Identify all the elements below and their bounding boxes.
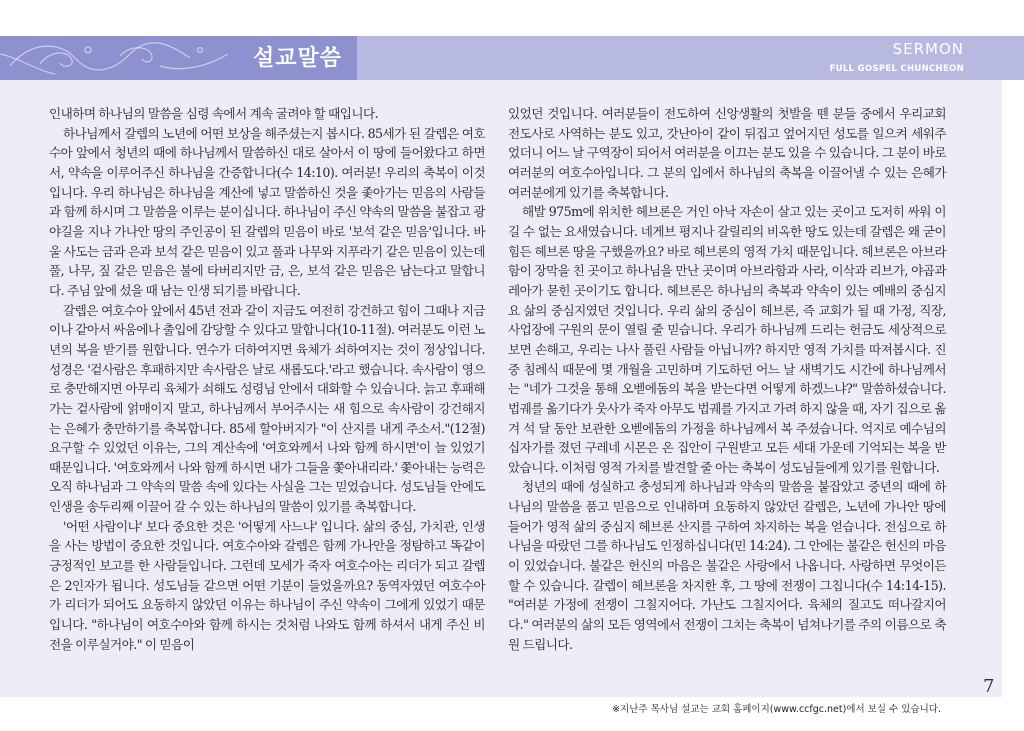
page-title: 설교말씀 bbox=[253, 46, 343, 71]
text-column-right bbox=[508, 104, 946, 654]
paragraph: 갈렙은 여호수아 앞에서 45년 전과 같이 지금도 여전히 강건하고 힘이 그때나 지금이나 같아서 싸움에나 출입에 감당할 수 있다고 말합니다(10-11절). 여러분도 이런 노년의 복을 받기를 원합니다. 연수가 더하여지면 육체가 쇠하여지는 것이 정상입니다. 성경은 '겉사람은 후패하지만 속사람은 날로 새롭도다.'라고 했습니다. 속사람이 영으로 충만해지면 아무리 육체가 쇠해도 성령님 안에서 대화할 수 있습니다. 늙고 후패해 가는 겉사람에 얽매이지 말고, 하나님께서 부어주시는 새 힘으로 속사람이 강건해지는 은혜가 충만하기를 축복합니다. 85세 할아버지가 "이 산지를 내게 주소서."(12절) 요구할 수 있었던 이유는, 그의 계산속에 '여호와께서 나와 함께 하시면'이 늘 있었기 때문입니다. '여호와께서 나와 함께 하시면 내가 그들을 쫓아내리라.' 쫓아내는 능력은 오직 하나님과 그 약속의 말씀 속에 있다는 사실을 그는 믿었습니다. 성도님들 안에도 인생을 송두리째 이끌어 갈 수 있는 하나님의 말씀이 있기를 축복합니다. bbox=[49, 302, 485, 515]
text-column-left bbox=[49, 104, 485, 654]
paragraph: 청년의 때에 성실하고 충성되게 하나님과 약속의 말씀을 붙잡았고 중년의 때에 하나님의 말씀을 품고 믿음으로 인내하며 요동하지 않았던 갈렙은, 노년에 가나안 땅에 들어가 영적 삶의 중심지 헤브론 산지를 구하여 차지하는 복을 얻습니다. 전심으로 하나님을 따랐던 그를 하나님도 인정하십니다(민 14:24). 그 안에는 불같은 헌신의 마음이 있었습니다. 불같은 헌신의 마음은 불같은 사랑에서 나옵니다. 사랑하면 무엇이든 할 수 있습니다. 갈렙이 헤브론을 차지한 후, 그 땅에 전쟁이 그칩니다(수 14:14-15). "여러분 가정에 전쟁이 그칠지어다. 가난도 그칠지어다. 육체의 질고도 떠나갈지어다." 여러분의 삶의 모든 영역에서 전쟁이 그치는 축복이 넘쳐나기를 주의 이름으로 축원 드립니다. bbox=[508, 479, 946, 652]
paragraph: '어떤 사람이냐' 보다 중요한 것은 '어떻게 사느냐' 입니다. 삶의 중심, 가치관, 인생을 사는 방법이 중요한 것입니다. 여호수아와 갈렙은 함께 가나안을 정탐하고 똑같이 긍정적인 보고를 한 사람들입니다. 그런데 모세가 죽자 여호수아는 리더가 되고 갈렙은 2인자가 됩니다. 성도님들 같으면 어떤 기분이 들었을까요? 동역자였던 여호수아가 리더가 되어도 요동하지 않았던 이유는 하나님이 주신 약속이 그에게 있었기 때문입니다. "하나님이 여호수아와 함께 하시는 것처럼 나와도 함께 하셔서 내게 주신 비전을 이루실거야." 이 믿음이 bbox=[49, 518, 485, 652]
paragraph: 인내하며 하나님의 말씀을 심령 속에서 계속 굴려야 할 때입니다. bbox=[49, 106, 379, 121]
footer-note: ※지난주 목사님 설교는 교회 홈페이지(www.ccfgc.net)에서 보실 수 있습니다. bbox=[612, 704, 941, 715]
paragraph: 하나님께서 갈렙의 노년에 어떤 보상을 해주셨는지 봅시다. 85세가 된 갈렙은 여호수아 앞에서 청년의 때에 하나님께서 말씀하신 대로 살아서 이 땅에 들어왔다고 하면서, 약속을 이루어주신 하나님을 간증합니다(수 14:10). 여러분! 우리의 축복이 이것입니다. 우리 하나님은 하나님을 계산에 넣고 말씀하신 것을 좇아가는 믿음의 사람들과 함께 하시며 그 말씀을 이루는 분이십니다. 하나님이 주신 약속의 말씀을 붙잡고 광야길을 지나 가나안 땅의 주인공이 된 갈렙의 믿음이 바로 '보석 같은 믿음'입니다. 바울 사도는 금과 은과 보석 같은 믿음이 있고 풀과 나무와 지푸라기 같은 믿음이 있는데 풀, 나무, 짚 같은 믿음은 불에 타버리지만 금, 은, 보석 같은 믿음은 남는다고 말합니다. 주님 앞에 섰을 때 남는 인생 되기를 바랍니다. bbox=[49, 125, 485, 298]
page-number: 7 bbox=[983, 676, 995, 697]
paragraph: 해발 975m에 위치한 헤브론은 거인 아낙 자손이 살고 있는 곳이고 도저히 싸워 이길 수 없는 요새였습니다. 네게브 평지나 갈릴리의 비옥한 땅도 있는데 갈렙은 왜 굳이 힘든 헤브론 땅을 구했을까요? 바로 헤브론의 영적 가치 때문입니다. 헤브론은 아브라함이 장막을 친 곳이고 하나님을 만난 곳이며 아브라함과 사라, 이삭과 리브가, 야곱과 레아가 묻힌 곳이기도 합니다. 헤브론은 하나님의 축복과 약속이 있는 예배의 중심지요 삶의 중심지였던 것입니다. 우리 삶의 중심이 헤브론, 즉 교회가 될 때 가정, 직장, 사업장에 구원의 문이 열릴 줄 믿습니다. 우리가 하나님께 드리는 헌금도 세상적으로 보면 손해고, 우리는 나사 풀린 사람들 아닙니까? 하지만 영적 가치를 따져봅시다. 진중 침례식 때문에 몇 개월을 고민하며 기도하던 어느 날 새벽기도 시간에 하나님께서는 "네가 그것을 통해 오벧에돔의 복을 받는다면 어떻게 하겠느냐?" 말씀하셨습니다. 법궤를 옮기다가 웃사가 죽자 아무도 법궤를 가지고 가려 하지 않을 때, 자기 집으로 옮겨 석 달 동안 보관한 오벧에돔의 가정을 하나님께서 복 주셨습니다. 억지로 예수님의 십자가를 졌던 구레네 시몬은 온 집안이 구원받고 모든 세대 가운데 기억되는 복을 받았습니다. 이처럼 영적 가치를 발견할 줄 아는 축복이 성도님들에게 있기를 원합니다. bbox=[508, 204, 946, 475]
section-label: SERMON bbox=[892, 40, 964, 58]
paragraph: 있었던 것입니다. 여러분들이 전도하여 신앙생활의 첫발을 뗀 분들 중에서 우리교회 전도사로 사역하는 분도 있고, 갓난아이 같이 뒤집고 엎어지던 성도를 일으켜 세워주었더니 어느 날 구역장이 되어서 여러분을 이끄는 분도 있을 수 있습니다. 그 분이 바로 여러분의 여호수아입니다. 그 분의 입에서 하나님의 축복을 이끌어낼 수 있는 은혜가 여러분에게 있기를 축복합니다. bbox=[508, 106, 946, 200]
ornament-swirl-icon bbox=[0, 36, 250, 80]
church-name: FULL GOSPEL CHUNCHEON bbox=[829, 64, 964, 74]
